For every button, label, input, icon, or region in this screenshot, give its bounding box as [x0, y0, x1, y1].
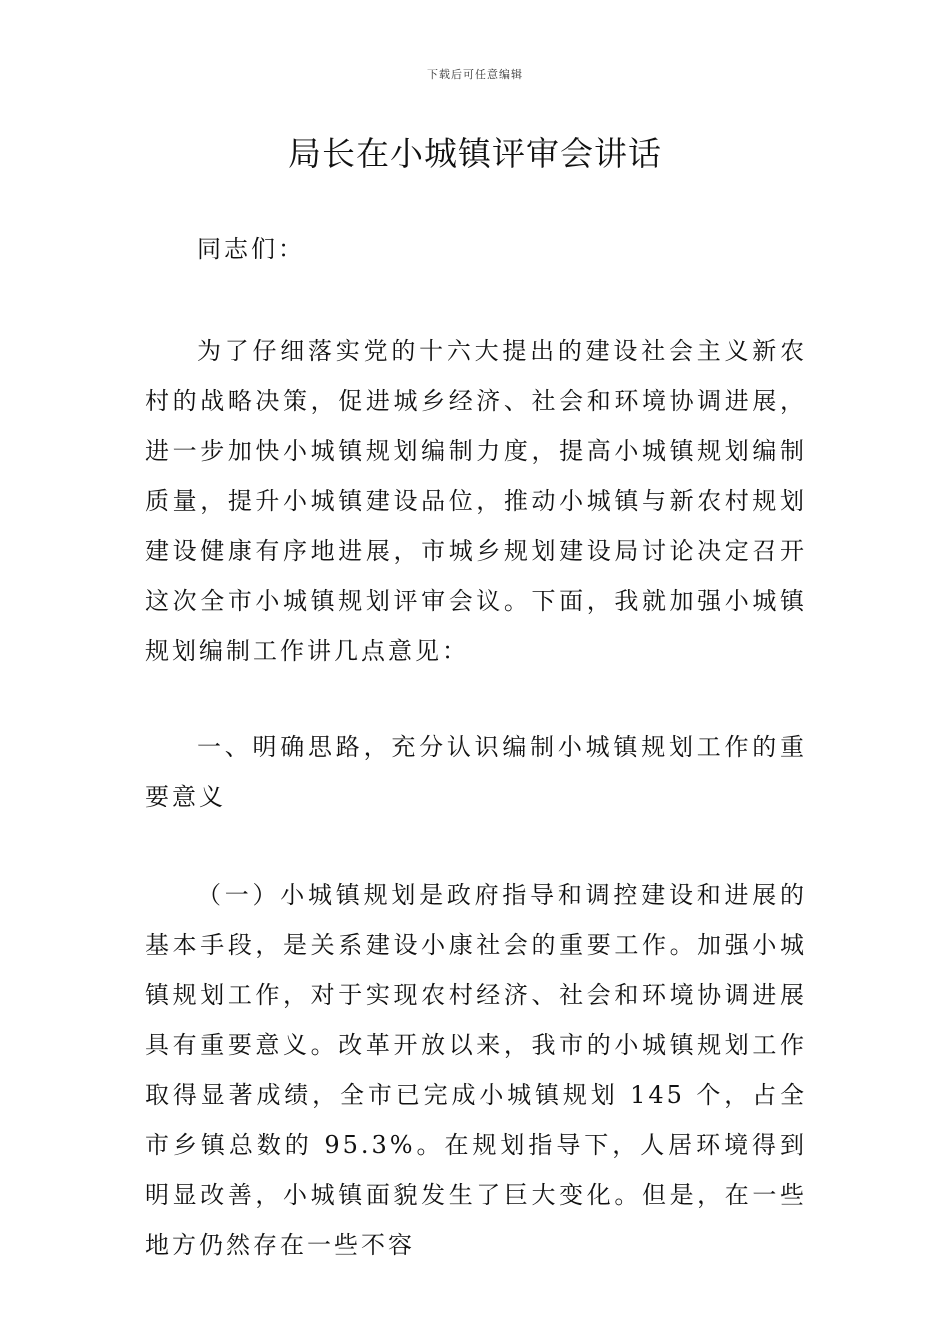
salutation: 同志们：: [197, 235, 305, 263]
section-heading: 一、明确思路，充分认识编制小城镇规划工作的重要意义: [145, 733, 807, 811]
header-note: 下载后可任意编辑: [427, 68, 523, 81]
section-paragraph: （一）小城镇规划是政府指导和调控建设和进展的基本手段，是关系建设小康社会的重要工作。加强小城镇规划工作，对于实现农村经济、社会和环境协调进展具有重要意义。改革开放以来，我市的小城镇规划工作取得显著成绩，全市已完成小城镇规划 145 个，占全市乡镇总数的 95.3%。在规划指导下，人居环境得到明显改善，小城镇面貌发生了巨大变化。但是，在一些地方仍然存在一些不容: [145, 881, 807, 1259]
document-title: 局长在小城镇评审会讲话: [288, 134, 662, 173]
intro-paragraph: 为了仔细落实党的十六大提出的建设社会主义新农村的战略决策，促进城乡经济、社会和环境协调进展，进一步加快小城镇规划编制力度，提高小城镇规划编制质量，提升小城镇建设品位，推动小城镇与新农村规划建设健康有序地进展，市城乡规划建设局讨论决定召开这次全市小城镇规划评审会议。下面，我就加强小城镇规划编制工作讲几点意见：: [145, 337, 807, 665]
